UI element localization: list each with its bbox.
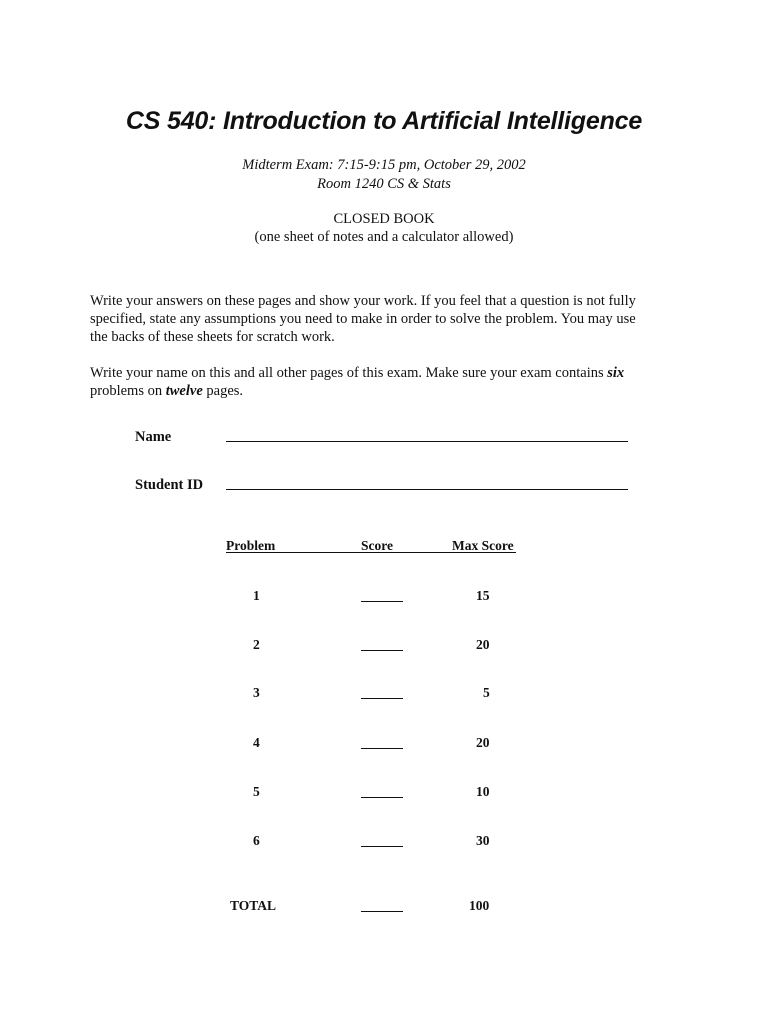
closed-book-notice: CLOSED BOOK — [333, 211, 435, 227]
max-score-value: 20 — [476, 735, 490, 750]
instructions-line: Write your answers on these pages and show your work. If you feel that a question is not fully — [90, 293, 636, 309]
score-blank[interactable] — [361, 748, 403, 749]
exam-room-line: Room 1240 CS & Stats — [317, 176, 451, 192]
emphasis-twelve: twelve — [165, 383, 203, 399]
max-score-value: 15 — [476, 588, 490, 603]
header-underline — [226, 552, 516, 553]
instructions-text: pages. — [202, 383, 244, 399]
instructions-line — [90, 382, 680, 400]
score-blank[interactable] — [361, 650, 403, 651]
name-blank-line[interactable] — [226, 441, 628, 442]
max-score-value: 10 — [476, 784, 490, 799]
problem-number: 4 — [253, 735, 260, 750]
instructions-line — [90, 364, 680, 382]
total-max-score: 100 — [469, 898, 490, 913]
emphasis-six: six — [607, 365, 625, 381]
exam-title: CS 540: Introduction to Artificial Intelligence — [125, 107, 643, 135]
instructions-paragraph-1 — [90, 292, 680, 346]
score-blank[interactable] — [361, 601, 403, 602]
instructions-line: specified, state any assumptions you need to make in order to solve the problem. You may use — [90, 311, 636, 327]
instructions-text: Write your name on this and all other pages of this exam. Make sure your exam contains — [90, 365, 608, 381]
problem-number: 3 — [253, 685, 260, 700]
score-blank[interactable] — [361, 797, 403, 798]
instructions-line: the backs of these sheets for scratch work. — [90, 329, 335, 345]
score-blank[interactable] — [361, 698, 403, 699]
problem-number: 2 — [253, 637, 260, 652]
instructions-paragraph-2 — [90, 364, 680, 400]
problem-number: 6 — [253, 833, 260, 848]
total-label: TOTAL — [230, 898, 277, 913]
name-label: Name — [135, 429, 172, 445]
problem-number: 1 — [253, 588, 260, 603]
header-problem: Problem — [226, 538, 276, 553]
exam-time-line: Midterm Exam: 7:15-9:15 pm, October 29, 2002 — [242, 157, 526, 173]
max-score-value: 30 — [476, 833, 490, 848]
header-score: Score — [361, 538, 393, 553]
student-id-blank-line[interactable] — [226, 489, 628, 490]
student-id-label: Student ID — [135, 477, 204, 493]
allowed-materials-note: (one sheet of notes and a calculator allowed) — [254, 229, 514, 245]
max-score-value: 5 — [483, 685, 490, 700]
problem-number: 5 — [253, 784, 260, 799]
score-blank[interactable] — [361, 846, 403, 847]
total-score-blank[interactable] — [361, 911, 403, 912]
max-score-value: 20 — [476, 637, 490, 652]
header-max-score: Max Score — [452, 538, 514, 553]
instructions-text: problems on — [90, 383, 166, 399]
